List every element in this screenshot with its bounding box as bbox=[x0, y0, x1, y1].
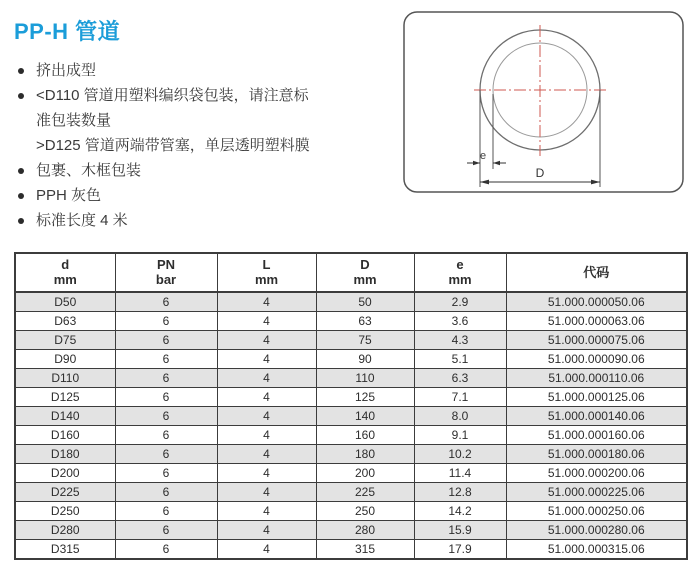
table-row bbox=[15, 540, 687, 560]
bullet-dot-icon bbox=[18, 218, 24, 224]
pipe-cross-section-diagram bbox=[403, 11, 684, 193]
table-cell: 4 bbox=[217, 464, 316, 483]
table-row bbox=[15, 483, 687, 502]
header-line: bar bbox=[155, 272, 177, 287]
bullet-dot-icon bbox=[18, 193, 24, 199]
header-line: d bbox=[61, 257, 70, 272]
table-cell: 6 bbox=[115, 312, 217, 331]
table-cell: 4.3 bbox=[414, 331, 506, 350]
table-cell: D160 bbox=[15, 426, 115, 445]
table-cell: 6 bbox=[115, 426, 217, 445]
table-cell: 6 bbox=[115, 388, 217, 407]
header-line: L bbox=[262, 257, 271, 272]
list-item bbox=[18, 158, 403, 183]
table-cell: 7.1 bbox=[414, 388, 506, 407]
dimension-D-label: D bbox=[535, 166, 545, 180]
table-row bbox=[15, 331, 687, 350]
table-cell: 12.8 bbox=[414, 483, 506, 502]
table-cell: 51.000.000090.06 bbox=[506, 350, 687, 369]
table-cell: 6.3 bbox=[414, 369, 506, 388]
table-row bbox=[15, 464, 687, 483]
table-cell: 6 bbox=[115, 483, 217, 502]
column-header bbox=[414, 253, 506, 292]
list-item bbox=[18, 183, 403, 208]
table-cell: 140 bbox=[316, 407, 414, 426]
table-cell: 6 bbox=[115, 407, 217, 426]
table-cell: 51.000.000250.06 bbox=[506, 502, 687, 521]
table-row bbox=[15, 388, 687, 407]
table-cell: 11.4 bbox=[414, 464, 506, 483]
table-cell: 4 bbox=[217, 540, 316, 560]
table-cell: D63 bbox=[15, 312, 115, 331]
table-cell: D200 bbox=[15, 464, 115, 483]
table-cell: 4 bbox=[217, 312, 316, 331]
table-cell: D110 bbox=[15, 369, 115, 388]
table-cell: D315 bbox=[15, 540, 115, 560]
table-cell: D90 bbox=[15, 350, 115, 369]
bullet-dot-icon bbox=[18, 68, 24, 74]
list-item-text: 包裹、木框包装 bbox=[36, 162, 142, 179]
table-cell: 51.000.000225.06 bbox=[506, 483, 687, 502]
table-cell: 51.000.000315.06 bbox=[506, 540, 687, 560]
table-cell: 51.000.000280.06 bbox=[506, 521, 687, 540]
diagram-frame bbox=[404, 12, 683, 192]
header-line: mm bbox=[53, 272, 77, 287]
table-cell: 51.000.000075.06 bbox=[506, 331, 687, 350]
dimension-D bbox=[480, 166, 600, 184]
table-cell: 4 bbox=[217, 292, 316, 312]
table-cell: 180 bbox=[316, 445, 414, 464]
table-cell: 6 bbox=[115, 540, 217, 560]
table-cell: D180 bbox=[15, 445, 115, 464]
table-cell: 51.000.000180.06 bbox=[506, 445, 687, 464]
table-row bbox=[15, 369, 687, 388]
page-title: PP-H 管道 bbox=[14, 19, 121, 44]
table-cell: 4 bbox=[217, 521, 316, 540]
table-cell: 125 bbox=[316, 388, 414, 407]
table-cell: 51.000.000160.06 bbox=[506, 426, 687, 445]
list-item-text: PPH 灰色 bbox=[36, 187, 102, 204]
column-header bbox=[217, 253, 316, 292]
bullet-dot-icon bbox=[18, 168, 24, 174]
column-header bbox=[316, 253, 414, 292]
table-cell: 15.9 bbox=[414, 521, 506, 540]
table-cell: 225 bbox=[316, 483, 414, 502]
table-cell: 6 bbox=[115, 350, 217, 369]
header-line: mm bbox=[448, 272, 472, 287]
table-cell: 9.1 bbox=[414, 426, 506, 445]
list-item-text: <D110 管道用塑料编织袋包装，请注意标 bbox=[36, 87, 309, 104]
table-cell: 315 bbox=[316, 540, 414, 560]
table-cell: 4 bbox=[217, 407, 316, 426]
table-cell: 17.9 bbox=[414, 540, 506, 560]
header-line: mm bbox=[254, 272, 279, 287]
column-header bbox=[15, 253, 115, 292]
spec-table-body bbox=[15, 292, 687, 559]
table-cell: 6 bbox=[115, 521, 217, 540]
table-row bbox=[15, 502, 687, 521]
table-cell: 4 bbox=[217, 369, 316, 388]
list-item-text: 挤出成型 bbox=[36, 62, 97, 79]
bullet-dot-icon bbox=[18, 93, 24, 99]
header-line: mm bbox=[353, 272, 377, 287]
table-cell: 51.000.000125.06 bbox=[506, 388, 687, 407]
table-cell: 6 bbox=[115, 464, 217, 483]
pipe-diagram-svg bbox=[403, 11, 684, 193]
header-line: e bbox=[456, 257, 464, 272]
header-line: D bbox=[360, 257, 370, 272]
table-cell: D140 bbox=[15, 407, 115, 426]
table-cell: 200 bbox=[316, 464, 414, 483]
table-cell: 50 bbox=[316, 292, 414, 312]
list-item-text: 准包装数量 bbox=[36, 112, 112, 129]
table-cell: 6 bbox=[115, 502, 217, 521]
list-item-text: >D125 管道两端带管塞，单层透明塑料膜 bbox=[36, 137, 310, 154]
spec-table-header bbox=[15, 253, 687, 292]
table-cell: 4 bbox=[217, 483, 316, 502]
list-item bbox=[18, 58, 403, 83]
table-cell: 63 bbox=[316, 312, 414, 331]
table-cell: 51.000.000063.06 bbox=[506, 312, 687, 331]
table-cell: 160 bbox=[316, 426, 414, 445]
table-cell: 4 bbox=[217, 388, 316, 407]
table-cell: 4 bbox=[217, 331, 316, 350]
table-cell: D225 bbox=[15, 483, 115, 502]
table-row bbox=[15, 292, 687, 312]
table-cell: 4 bbox=[217, 502, 316, 521]
table-cell: 4 bbox=[217, 350, 316, 369]
table-cell: 280 bbox=[316, 521, 414, 540]
column-header bbox=[115, 253, 217, 292]
table-row bbox=[15, 521, 687, 540]
table-cell: 6 bbox=[115, 331, 217, 350]
table-cell: 75 bbox=[316, 331, 414, 350]
table-cell: 10.2 bbox=[414, 445, 506, 464]
table-cell: 8.0 bbox=[414, 407, 506, 426]
table-cell: 2.9 bbox=[414, 292, 506, 312]
list-item bbox=[18, 83, 403, 158]
header-line: 代码 bbox=[583, 264, 610, 280]
table-cell: 4 bbox=[217, 445, 316, 464]
table-cell: 14.2 bbox=[414, 502, 506, 521]
table-cell: 6 bbox=[115, 369, 217, 388]
feature-list bbox=[18, 58, 403, 233]
table-cell: 250 bbox=[316, 502, 414, 521]
table-cell: 51.000.000110.06 bbox=[506, 369, 687, 388]
header-line: PN bbox=[156, 257, 176, 272]
table-row bbox=[15, 445, 687, 464]
table-cell: 4 bbox=[217, 426, 316, 445]
table-cell: 5.1 bbox=[414, 350, 506, 369]
table-cell: 6 bbox=[115, 445, 217, 464]
table-cell: D50 bbox=[15, 292, 115, 312]
table-cell: D75 bbox=[15, 331, 115, 350]
table-row bbox=[15, 312, 687, 331]
table-cell: 6 bbox=[115, 292, 217, 312]
column-header bbox=[506, 253, 687, 292]
table-cell: D250 bbox=[15, 502, 115, 521]
table-row bbox=[15, 350, 687, 369]
table-cell: 3.6 bbox=[414, 312, 506, 331]
dimension-e bbox=[467, 150, 506, 165]
list-item-text: 标准长度 4 米 bbox=[36, 212, 128, 229]
table-cell: D125 bbox=[15, 388, 115, 407]
table-cell: 51.000.000050.06 bbox=[506, 292, 687, 312]
dimension-e-label: e bbox=[479, 150, 487, 162]
spec-table bbox=[14, 252, 688, 560]
table-cell: 51.000.000140.06 bbox=[506, 407, 687, 426]
table-cell: 51.000.000200.06 bbox=[506, 464, 687, 483]
table-cell: D280 bbox=[15, 521, 115, 540]
table-row bbox=[15, 407, 687, 426]
table-cell: 110 bbox=[316, 369, 414, 388]
table-cell: 90 bbox=[316, 350, 414, 369]
list-item bbox=[18, 208, 403, 233]
table-row bbox=[15, 426, 687, 445]
